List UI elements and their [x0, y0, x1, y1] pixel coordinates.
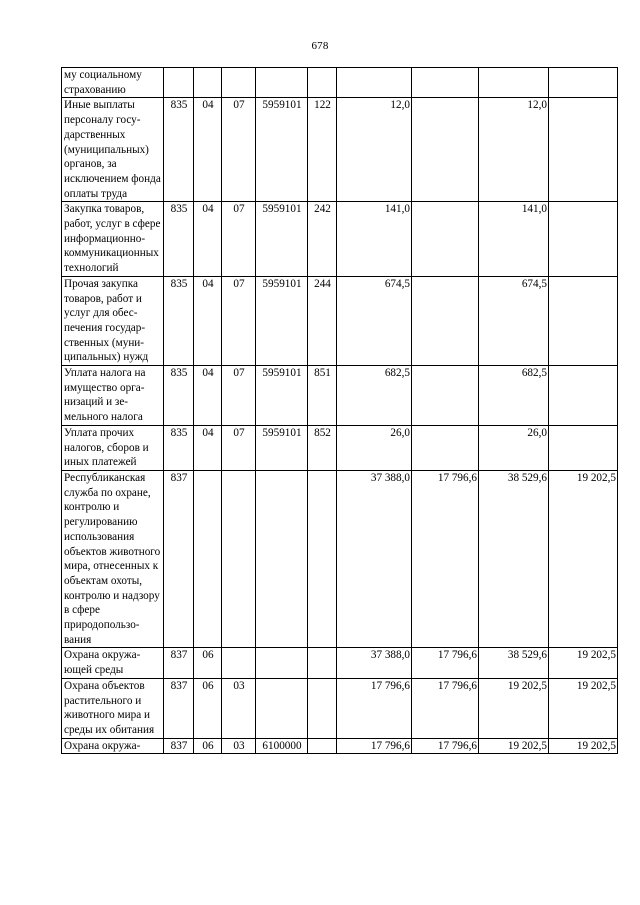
subsection-code: [222, 648, 256, 678]
target-item-code: 5959101: [256, 366, 308, 426]
expense-type-code: 122: [308, 98, 337, 202]
table-row: [62, 366, 618, 426]
amount-3: 19 202,5: [479, 678, 549, 738]
expense-type-code: [308, 738, 337, 754]
ministry-code: 835: [164, 366, 194, 426]
subsection-code: 07: [222, 366, 256, 426]
target-item-code: 6100000: [256, 738, 308, 754]
expense-type-code: [308, 678, 337, 738]
expense-type-code: 244: [308, 276, 337, 365]
subsection-code: 07: [222, 98, 256, 202]
amount-3: 26,0: [479, 425, 549, 470]
amount-3: 12,0: [479, 98, 549, 202]
subsection-code: [222, 68, 256, 98]
amount-1: 17 796,6: [337, 738, 412, 754]
row-name: Охрана окружающей среды: [62, 648, 164, 678]
target-item-code: 5959101: [256, 202, 308, 277]
row-name: Охрана объектов растительного и животного мира и среды их обитания: [62, 678, 164, 738]
amount-2: [412, 425, 479, 470]
amount-3: 38 529,6: [479, 470, 549, 647]
row-name: Прочая закупка товаров, работ и услуг для обеспечения государственных (муниципальных) нужд: [62, 276, 164, 365]
subsection-code: 07: [222, 276, 256, 365]
section-code: [194, 470, 222, 647]
table-row: [62, 648, 618, 678]
amount-1: 141,0: [337, 202, 412, 277]
amount-1: 17 796,6: [337, 678, 412, 738]
amount-4: 19 202,5: [549, 738, 618, 754]
amount-2: [412, 366, 479, 426]
ministry-code: 837: [164, 678, 194, 738]
amount-4: [549, 276, 618, 365]
amount-4: 19 202,5: [549, 678, 618, 738]
section-code: 04: [194, 276, 222, 365]
amount-2: [412, 98, 479, 202]
expense-type-code: 852: [308, 425, 337, 470]
amount-4: 19 202,5: [549, 470, 618, 647]
amount-2: [412, 202, 479, 277]
table-row: [62, 202, 618, 277]
section-code: 06: [194, 648, 222, 678]
amount-2: [412, 276, 479, 365]
section-code: 04: [194, 425, 222, 470]
amount-4: [549, 366, 618, 426]
amount-3: 38 529,6: [479, 648, 549, 678]
target-item-code: [256, 470, 308, 647]
amount-1: 26,0: [337, 425, 412, 470]
subsection-code: 07: [222, 202, 256, 277]
target-item-code: [256, 678, 308, 738]
amount-4: [549, 202, 618, 277]
section-code: 04: [194, 202, 222, 277]
amount-3: [479, 68, 549, 98]
amount-4: 19 202,5: [549, 648, 618, 678]
table-row: [62, 738, 618, 754]
section-code: 06: [194, 678, 222, 738]
row-name: Уплата прочих налогов, сборов и иных платежей: [62, 425, 164, 470]
ministry-code: 837: [164, 738, 194, 754]
amount-2: 17 796,6: [412, 648, 479, 678]
amount-1: 682,5: [337, 366, 412, 426]
row-name: Уплата налога на имущество организаций и земельного налога: [62, 366, 164, 426]
subsection-code: 03: [222, 678, 256, 738]
amount-3: 674,5: [479, 276, 549, 365]
amount-2: 17 796,6: [412, 470, 479, 647]
amount-1: 37 388,0: [337, 470, 412, 647]
row-name: му социальному страхованию: [62, 68, 164, 98]
row-name: Республиканская служба по охране, контролю и регулированию использования объектов животного мира, отнесенных к объектам охоты, контролю и надзору в сфере природопользования: [62, 470, 164, 647]
expense-type-code: [308, 68, 337, 98]
table-row: [62, 68, 618, 98]
expense-type-code: [308, 470, 337, 647]
amount-4: [549, 68, 618, 98]
row-name: Иные выплаты персоналу государственных (муниципальных) органов, за исключением фонда оплаты труда: [62, 98, 164, 202]
section-code: 04: [194, 98, 222, 202]
amount-2: 17 796,6: [412, 738, 479, 754]
ministry-code: 835: [164, 276, 194, 365]
section-code: 04: [194, 366, 222, 426]
expense-type-code: 242: [308, 202, 337, 277]
target-item-code: 5959101: [256, 276, 308, 365]
ministry-code: 835: [164, 202, 194, 277]
amount-4: [549, 425, 618, 470]
subsection-code: 07: [222, 425, 256, 470]
target-item-code: [256, 68, 308, 98]
ministry-code: 835: [164, 98, 194, 202]
table-row: [62, 276, 618, 365]
ministry-code: [164, 68, 194, 98]
amount-1: 12,0: [337, 98, 412, 202]
ministry-code: 835: [164, 425, 194, 470]
target-item-code: 5959101: [256, 98, 308, 202]
table-row: [62, 425, 618, 470]
section-code: 06: [194, 738, 222, 754]
ministry-code: 837: [164, 648, 194, 678]
amount-1: [337, 68, 412, 98]
row-name: Охрана окружа-: [62, 738, 164, 754]
amount-4: [549, 98, 618, 202]
table-row: [62, 470, 618, 647]
expense-type-code: [308, 648, 337, 678]
amount-1: 674,5: [337, 276, 412, 365]
amount-3: 682,5: [479, 366, 549, 426]
amount-1: 37 388,0: [337, 648, 412, 678]
amount-3: 19 202,5: [479, 738, 549, 754]
table-row: [62, 678, 618, 738]
target-item-code: [256, 648, 308, 678]
amount-2: [412, 68, 479, 98]
target-item-code: 5959101: [256, 425, 308, 470]
amount-2: 17 796,6: [412, 678, 479, 738]
amount-3: 141,0: [479, 202, 549, 277]
subsection-code: 03: [222, 738, 256, 754]
table-row: [62, 98, 618, 202]
expense-type-code: 851: [308, 366, 337, 426]
section-code: [194, 68, 222, 98]
budget-table: [61, 67, 618, 754]
row-name: Закупка товаров, работ, услуг в сфере информационно-коммуникационных технологий: [62, 202, 164, 277]
ministry-code: 837: [164, 470, 194, 647]
subsection-code: [222, 470, 256, 647]
page-number: 678: [311, 40, 329, 52]
